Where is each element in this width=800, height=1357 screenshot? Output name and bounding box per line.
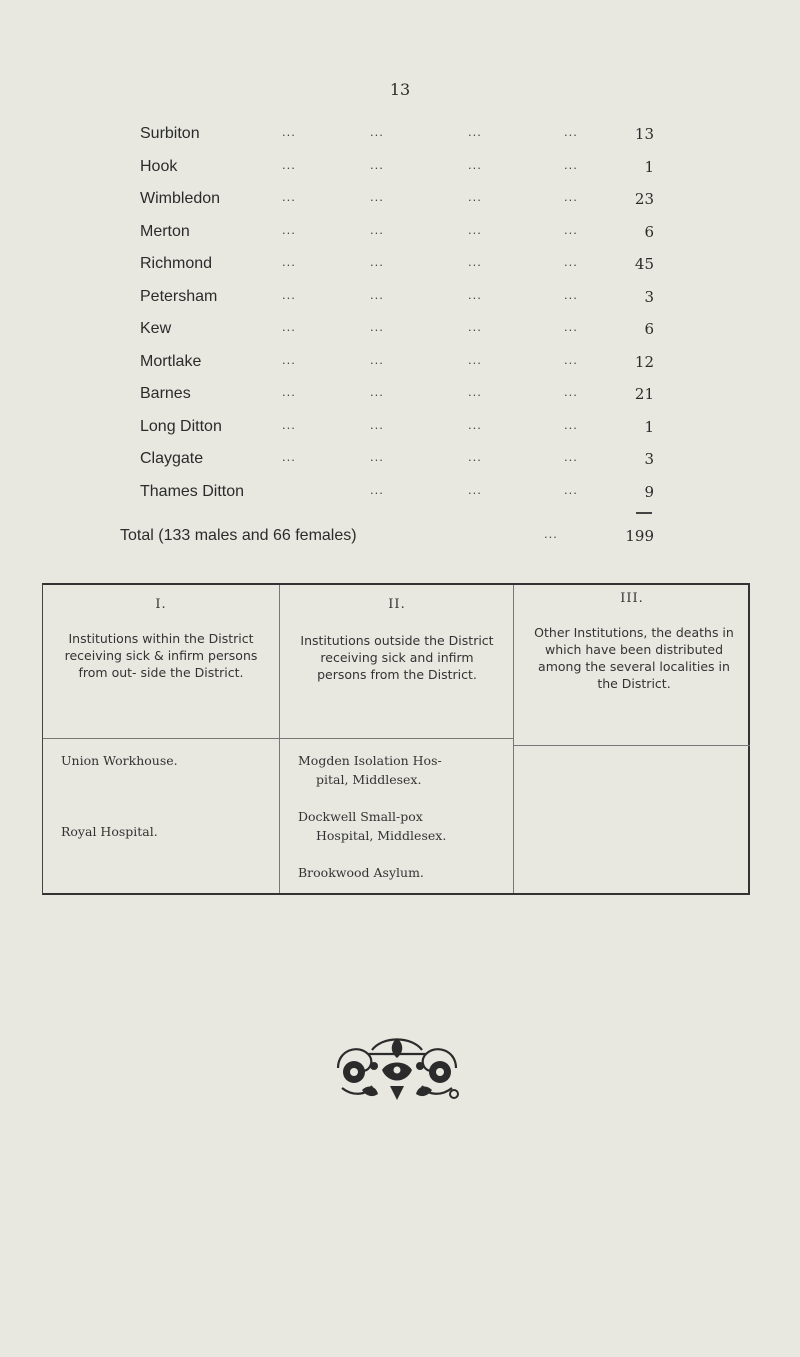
locality-name: Wimbledon	[140, 190, 221, 207]
locality-count: 45	[634, 255, 654, 273]
list-item: Petersham ... ... ... ... 3	[140, 281, 660, 314]
locality-name: Barnes	[140, 385, 191, 402]
column-numeral: II.	[388, 597, 406, 612]
table-cell: Brookwood Asylum.	[298, 865, 424, 880]
column-numeral: III.	[620, 591, 644, 606]
list-item: Long Ditton ... ... ... ... 1	[140, 411, 660, 444]
list-item: Wimbledon ... ... ... ... 23	[140, 183, 660, 216]
list-item: Merton ... ... ... ... 6	[140, 216, 660, 249]
institutions-table	[42, 583, 750, 895]
locality-count: 23	[634, 190, 654, 208]
locality-count: 1	[644, 417, 654, 436]
table-column-ii	[279, 585, 514, 893]
locality-name: Merton	[140, 222, 190, 240]
locality-name: Claygate	[140, 450, 204, 467]
locality-name: Richmond	[140, 255, 213, 272]
locality-name: Long Ditton	[140, 417, 222, 435]
locality-count: 6	[644, 222, 654, 241]
column-header	[43, 585, 279, 739]
total-label: Total (133 males and 66 females)	[120, 527, 357, 544]
list-item: Barnes ... ... ... ... 21	[140, 378, 660, 411]
locality-count: 6	[644, 320, 654, 338]
list-item: Kew ... ... ... ... 6	[140, 313, 660, 346]
locality-count: 1	[644, 157, 654, 176]
locality-name: Mortlake	[140, 352, 202, 370]
column-heading: Institutions within the District receiving sick & infirm persons from out- side the District.	[64, 631, 258, 680]
list-item: Richmond ... ... ... ... 45	[140, 248, 660, 281]
locality-count: 21	[634, 385, 654, 403]
table-cell: Dockwell Small-pox Hospital, Middlesex.	[298, 809, 447, 843]
table-column-iii	[513, 585, 750, 893]
column-header	[280, 585, 514, 739]
floral-tailpiece-icon	[332, 1030, 462, 1107]
table-column-i	[43, 585, 279, 893]
total-rule	[636, 512, 652, 514]
list-item: Surbiton ... ... ... ... 13	[140, 118, 660, 151]
list-item: Claygate ... ... ... ... 3	[140, 443, 660, 476]
locality-name: Surbiton	[140, 125, 200, 142]
total-row: Total (133 males and 66 females) ... 199	[120, 520, 660, 552]
list-item: Thames Ditton ... ... ... 9	[140, 476, 660, 509]
list-item: Mortlake ... ... ... ... 12	[140, 346, 660, 379]
list-item: Hook ... ... ... ... 1	[140, 151, 660, 184]
locality-count: 3	[644, 287, 654, 306]
locality-name: Petersham	[140, 287, 218, 305]
column-heading: Institutions outside the District receiving sick and infirm persons from the District.	[300, 633, 494, 682]
locality-name: Thames Ditton	[140, 482, 245, 500]
locality-count: 13	[634, 125, 654, 143]
locality-name: Hook	[140, 157, 178, 175]
column-header	[514, 585, 750, 746]
locality-list	[140, 118, 660, 508]
locality-count: 3	[644, 450, 654, 468]
column-numeral: I.	[155, 597, 167, 612]
locality-count: 9	[644, 482, 654, 501]
table-cell: Royal Hospital.	[61, 824, 158, 839]
column-heading: Other Institutions, the deaths in which have been distributed among the several localities in the District.	[534, 625, 734, 691]
locality-name: Kew	[140, 320, 172, 337]
table-cell: Mogden Isolation Hos- pital, Middlesex.	[298, 753, 442, 787]
total-count: 199	[625, 527, 654, 545]
page-number: 13	[389, 80, 411, 99]
locality-count: 12	[634, 352, 654, 371]
table-cell: Union Workhouse.	[61, 753, 178, 768]
